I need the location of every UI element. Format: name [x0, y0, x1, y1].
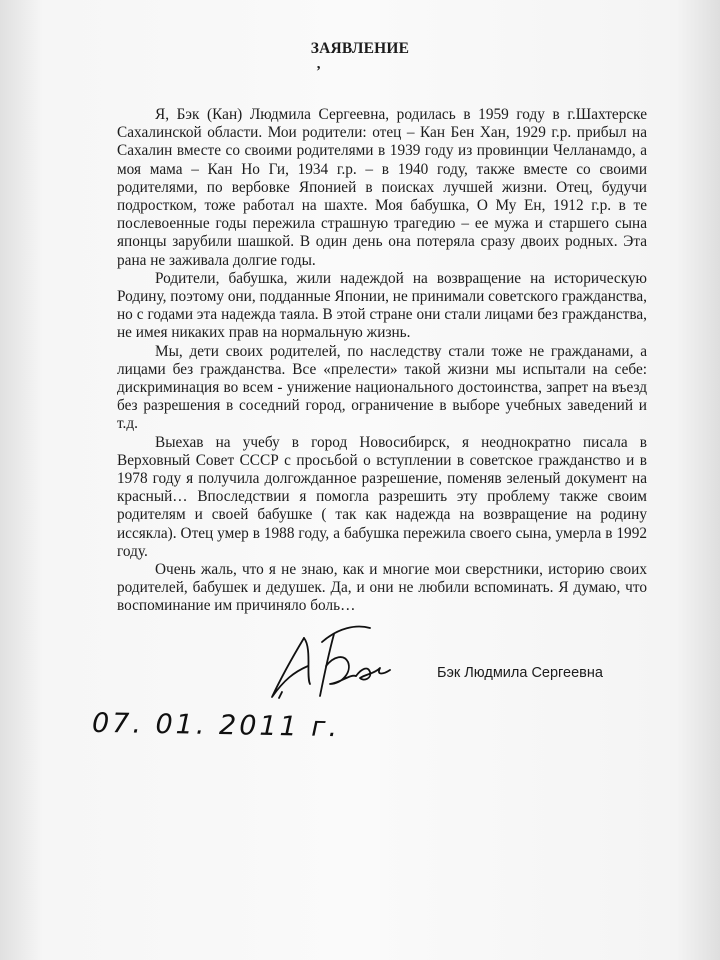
paragraph-5: Очень жаль, что я не знаю, как и многие мои сверстники, историю своих родителей, бабушек и дедушек. Да, и они не любили вспоминать. Я думаю, что воспоминание им причиняло боль…: [117, 561, 647, 615]
handwritten-date: 07. 01. 2011 г.: [91, 707, 341, 744]
handwritten-signature-icon: [266, 618, 396, 703]
paragraph-4: Выехав на учебу в город Новосибирск, я неоднократно писала в Верховный Совет СССР с просьбой о вступлении в советское гражданство и в 1978 году я получила долгожданное разрешение, поменяв зеленый документ на красный… Впоследствии я помогла разрешить эту проблему также своим родителям и своей бабушке ( так как надежда на возвращение на родину иссякла). Отец умер в 1988 году, а бабушка пережила своего сына, умерла в 1992 году.: [117, 433, 647, 560]
paragraph-3: Мы, дети своих родителей, по наследству стали тоже не гражданами, а лицами без гражданства. Все «прелести» такой жизни мы испытали на себе: дискриминация во всем - унижение национального достоинства, запрет на въезд без разрешения в соседний город, ограничение в выборе учебных заведений и т.д.: [117, 342, 647, 433]
signature-name: Бэк Людмила Сергеевна: [437, 665, 603, 681]
letter-body: [117, 106, 647, 616]
paragraph-1: Я, Бэк (Кан) Людмила Сергеевна, родилась в 1959 году в г.Шахтерске Сахалинской области. Мои родители: отец – Кан Бен Хан, 1929 г.р. прибыл на Сахалин вместе со своими родителями в 1939 году из провинции Челланамдо, а моя мама – Кан Но Ги, 1934 г.р. – в 1940 году, также вместе со своими родителями, по вербовке Японией в поисках лучшей жизни. Отец, будучи подростком, тоже работал на шахте. Моя бабушка, О Му Ен, 1912 г.р. в те послевоенные годы пережила страшную трагедию – ее мужа и старшего сына японцы зарубили шашкой. В один день она потеряла сразу двоих родных. Эта рана не заживала долгие годы.: [117, 106, 647, 269]
stray-ink-mark: ʼ: [316, 64, 321, 80]
document-title: ЗАЯВЛЕНИЕ: [310, 40, 410, 57]
paragraph-2: Родители, бабушка, жили надеждой на возвращение на историческую Родину, поэтому они, подданные Японии, не принимали советского гражданства, но с годами эта надежда таяла. В этой стране они стали лицами без гражданства, не имея никаких прав на нормальную жизнь.: [117, 269, 647, 342]
